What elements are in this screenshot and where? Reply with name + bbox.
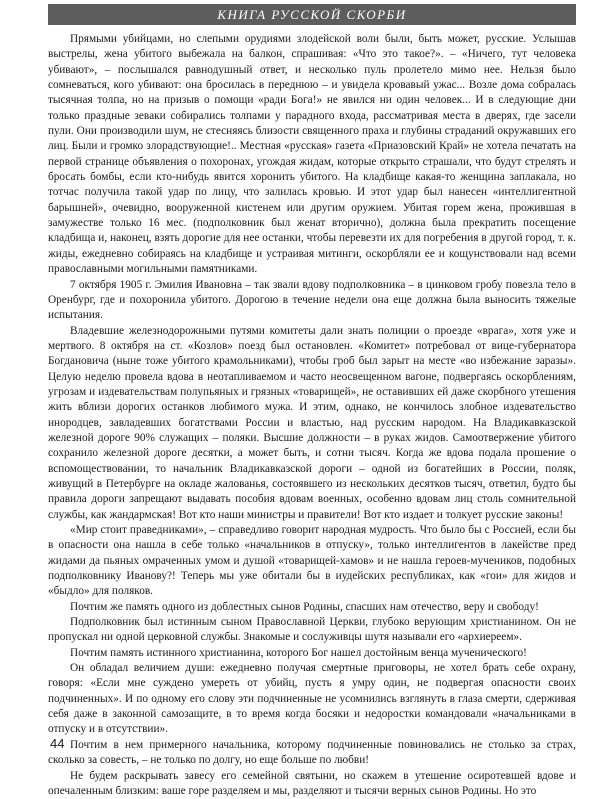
paragraph: Почтим же память одного из доблестных сынов Родины, спасших нам отечество, веру и свободу! [48,600,576,615]
paragraph: Прямыми убийцами, но слепыми орудиями злодейской воли были, быть может, русские. Услышав выстрелы, жена убитого выбежала на балкон, спрашивая: «Что это такое?». – «Ничего, тут человека убивают», – послышался равнодушный ответ, и несколько пуль пролетело мимо нее. Нельзя было сомневаться, кого убивают: она бросилась в переднюю – и увидела кровавый ужас... Возле дома собралась тысячная толпа, но на призыв о помощи «ради Бога!» не явился ни один человек... И в следующие дни только праздные зеваки собирались толпами у парадного входа, рассматривая места в дверях, где засели пули. Они производили шум, не стесняясь близости священного праха и глубины страданий окружавших его лиц. Были и громко злорадствующие!.. Местная «русская» газета «Приазовский Край» не хотела печатать на первой странице объявления о похоронах, угождая жидам, которые открыто страшали, что будут стрелять и бросать бомбы, если кто-нибудь явится хоронить убитого. На кладбище какая-то женщина заплакала, но тотчас получила такой удар по лицу, что залилась кровью. И этот удар был нанесен «интеллигентной барышней», очевидно, вооруженной кистенем или другим оружием. Убитая горем жена, прожившая в замужестве только 16 мес. (подполковник был женат вторично), должна была прекратить посещение кладбища и, наконец, взять дорогие для нее останки, чтобы перевезти их для погребения в другой город, т. к. жиды, ежедневно собираясь на кладбище и устраивая митинги, оскорбляли ее и кощунствовали над всеми православными могильными памятниками. [48,32,576,278]
paragraph: Подполковник был истинным сыном Православной Церкви, глубоко верующим христианином. Он не пропускал ни одной церковной службы. Знакомые и сослуживцы шутя называли его «архиереем». [48,615,576,646]
page-number: 44 [50,736,64,751]
paragraph: Владевшие железнодорожными путями комитеты дали знать полиции о проезде «врага», хотя уже и мертвого. 8 октября на ст. «Козлов» поезд был остановлен. «Комитет» потребовал от вице-губернатора Богдановича (ныне тоже убитого крамольниками), чтобы гроб был зарыт на месте «во избежание заразы». Целую неделю провела вдова в неотапливаемом и часто неосвещенном вагоне, подвергаясь оскорблениям, угрозам и издевательствам полупьяных и грязных «товарищей», не оставивших ей даже скорбного утешения жить вблизи дорогих останков любимого мужа. И этим, однако, не кончилось злобное издевательство инородцев, завладевших богатствами России и властью, над русским народом. На Владикавказской железной дороге 90% служащих – поляки. Высшие должности – в руках жидов. Самоотвержение убитого сохранило железной дороге десятки, а может быть, и сотни тысяч. Когда же вдова подала прошение о вспомоществовании, то начальник Владикавказской дороги – одной из богатейших в России, поляк, живущий в Петербурге на окладе жалованья, состоявшего из нескольких десятков тысяч, ответил, будто бы правила дороги запрещают выдавать пособия вдовам военных, особенно вдовам лиц столь сомнительной службы, как жандармская! Вот кто наши министры и правители! Вот кто издает и толкует русские законы! [48,324,576,523]
paragraph: Почтим память истинного христианина, которого Бог нашел достойным венца мученического! [48,646,576,661]
paragraph: Он обладал величием души: ежедневно получая смертные приговоры, не хотел брать себе охрану, говоря: «Если мне суждено умереть от убийц, пусть я умру один, не подвергая опасности своих подчиненных». И по одному его слову эти подчиненные не усомнились взглянуть в глаза смерти, сдерживая себя даже в законной самозащите, в то время когда босяки и недоростки командовали «начальниками в отпуску и в отсутствии». [48,661,576,738]
body-text [48,32,576,799]
paragraph: 7 октября 1905 г. Эмилия Ивановна – так звали вдову подполковника – в цинковом гробу повезла тело в Оренбург, где и похоронила убитого. Дорогою в течение недели она еще должна была выносить тяжелые испытания. [48,278,576,324]
paragraph: Почтим в нем примерного начальника, которому подчиненные повиновались не столько за страх, сколько за совесть, – не только по долгу, но еще больше по любви! [48,738,576,769]
paragraph: Не будем раскрывать завесу его семейной святыни, но скажем в утешение осиротевшей вдове и опечаленным близким: ваше горе разделяем и мы, разделяют и тысячи верных сынов Родины. Но это [48,769,576,799]
paragraph: «Мир стоит праведниками», – справедливо говорит народная мудрость. Что было бы с Россией, если бы в опасности она нашла в себе только «начальников в отпуску», только интеллигентов в лакействе пред жидами да пьяных омраченных умом и душой «товарищей-хамов» и не нашла героев-мучеников, подобных подполковнику Иванову?! Теперь мы уже обитали бы в иудейских республиках, как «гои» для жидов и «быдло» для поляков. [48,523,576,600]
running-header: КНИГА РУССКОЙ СКОРБИ [48,4,576,25]
